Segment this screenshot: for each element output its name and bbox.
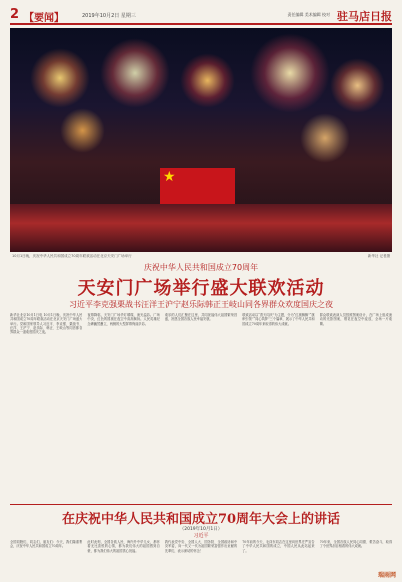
newspaper-name: 驻马店日报 [337,10,392,23]
photo-caption: 10月1日晚，庆祝中华人民共和国成立70周年联欢活动在北京天安门广场举行 [12,254,132,258]
article-column: 群众联欢表演人员按照图案设计，在广场上组成流动的光影图案，烟花在夜空中绽放，全场一片欢腾。 [319,313,393,326]
site-watermark: 瑞雨网 [377,572,396,579]
star-icon: ★ [163,169,176,185]
speech-column: 此时此刻，全国各族人民、海内外中华儿女，都怀着无比喜悦的心情，都为我们伟大的祖国感到自豪，都为我们伟大的祖国衷心祝福。 [87,540,160,553]
subheadline: 习近平李克强栗战书汪洋王沪宁赵乐际韩正王岐山同各界群众欢度国庆之夜 [69,300,333,309]
speech-date: （2019年10月1日） [179,527,223,532]
speech-column: 全国同胞们，同志们，朋友们：今天，我们隆重集会，庆祝中华人民共和国成立70周年。 [10,540,83,549]
speech-headline: 在庆祝中华人民共和国成立70周年大会上的讲话 [61,512,341,527]
section-divider [10,504,392,505]
article-column: 联欢活动以“普天同庆”为主题，分为“红旗飘飘”“旗帜引领”“同心筑梦”三个篇章，展示了中华人民共和国成立70周年来取得的伟大成就。 [242,313,315,326]
section-label: 【要闻】 [24,13,64,24]
headline-kicker: 庆祝中华人民共和国成立70周年 [143,263,259,272]
lead-story-body [10,313,392,500]
dateline: 2019年10月2日 星期三 [82,13,136,19]
article-column: 夜幕降临，天安门广场华灯璀璨，流光溢彩。广场中央，红色的国旗在夜空中高高飘扬。人民英雄纪念碑巍然矗立，两侧的大型屏幕绚丽多彩。 [87,313,160,326]
main-headline: 天安门广场举行盛大联欢活动 [77,278,325,299]
photo-credit: 新华社 记者摄 [367,254,390,258]
article-column: 新华社北京10月1日电 10月1日晚，庆祝中华人民共和国成立70周年联欢活动在北京天安门广场盛大举行。党和国家领导人习近平、李克强、栗战书、汪洋、王沪宁、赵乐际、韩正、王岐山等同首都各界群众一道欢度国庆之夜。 [10,313,83,335]
speech-column: 70年来，全国各族人民同心同德、艰苦奋斗，取得了令世界刮目相看的伟大成就。 [319,540,393,549]
page-number: 2 [10,7,20,22]
speech-column: 70年前的今天，毛泽东同志在这里向世界庄严宣告了中华人民共和国的成立，中国人民从此站起来了。 [242,540,315,553]
speech-author: 习近平 [193,533,209,539]
speech-body [10,540,392,580]
speech-column: 我代表党中央、全国人大、国务院、全国政协和中央军委，向一代又一代为祖国繁荣富强作出贡献的先辈们，表示深切的怀念！ [164,540,238,553]
editors-credit: 责任编辑 美术编辑 校对 [287,12,330,17]
crowd-lights [10,204,392,252]
lead-photo [10,28,392,252]
article-column: 欢乐的人们汇聚在这里，共同祝福伟大祖国繁荣昌盛，祝愿全国各族人民幸福安康。 [164,313,238,322]
masthead [10,7,392,25]
